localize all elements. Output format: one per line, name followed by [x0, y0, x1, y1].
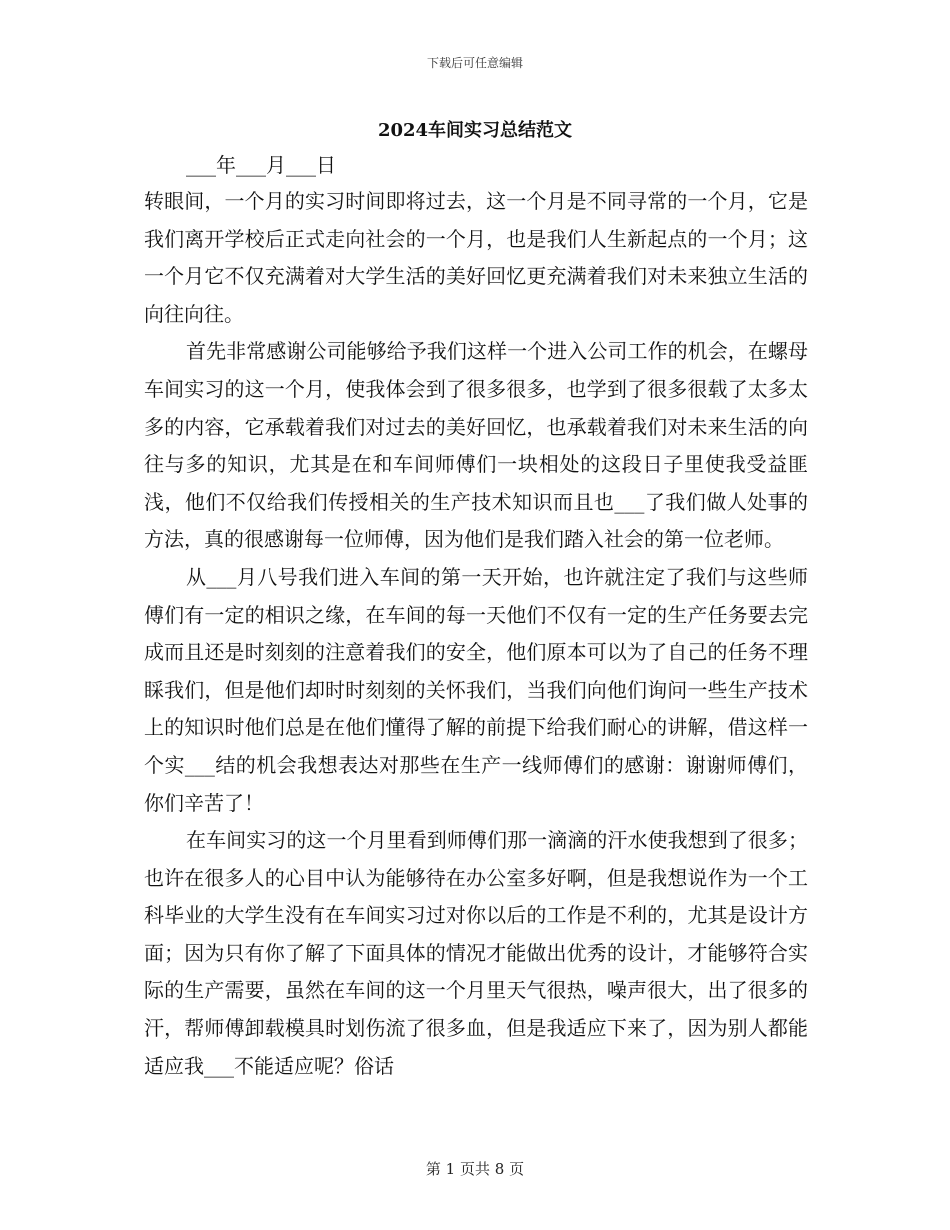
- paragraph-2: 首先非常感谢公司能够给予我们这样一个进入公司工作的机会，在螺母车间实习的这一个月，使我体会到了很多很多，也学到了很多很载了太多太多的内容，它承载着我们对过去的美好回忆，也承载着我们对未来生活的向往与多的知识，尤其是在和车间师傅们一块相处的这段日子里使我受益匪浅，他们不仅给我们传授相关的生产技术知识而且也___了我们做人处事的方法，真的很感谢每一位师傅，因为他们是我们踏入社会的第一位老师。: [144, 339, 808, 552]
- date-line: ___年___月___日: [186, 153, 336, 177]
- paragraph-1: 转眼间，一个月的实习时间即将过去，这一个月是不同寻常的一个月，它是我们离开学校后正式走向社会的一个月，也是我们人生新起点的一个月；这一个月它不仅充满着对大学生活的美好回忆更充满着我们对未来独立生活的向往向往。: [144, 189, 808, 326]
- page-header-note: 下载后可任意编辑: [426, 56, 523, 70]
- page-number: 第 1 页共 8 页: [425, 1160, 525, 1178]
- paragraph-3: 从___月八号我们进入车间的第一天开始，也许就注定了我们与这些师傅们有一定的相识之缘，在车间的每一天他们不仅有一定的生产任务要去完成而且还是时刻刻的注意着我们的安全，他们原本可以为了自己的任务不理睬我们，但是他们却时时刻刻的关怀我们，当我们向他们询问一些生产技术上的知识时他们总是在他们懂得了解的前提下给我们耐心的讲解，借这样一个实___结的机会我想表达对那些在生产一线师傅们的感谢：谢谢师傅们，你们辛苦了！: [144, 564, 808, 815]
- document-title: 2024车间实习总结范文: [377, 120, 573, 141]
- paragraph-4: 在车间实习的这一个月里看到师傅们那一滴滴的汗水使我想到了很多；也许在很多人的心目中认为能够待在办公室多好啊，但是我想说作为一个工科毕业的大学生没有在车间实习过对你以后的工作是不利的，尤其是设计方面；因为只有你了解了下面具体的情况才能做出优秀的设计，才能够符合实际的生产需要，虽然在车间的这一个月里天气很热，噪声很大，出了很多的汗，帮师傅卸载模具时划伤流了很多血，但是我适应下来了，因为别人都能适应我___不能适应呢？俗话: [144, 828, 808, 1078]
- document-body: [144, 183, 808, 1085]
